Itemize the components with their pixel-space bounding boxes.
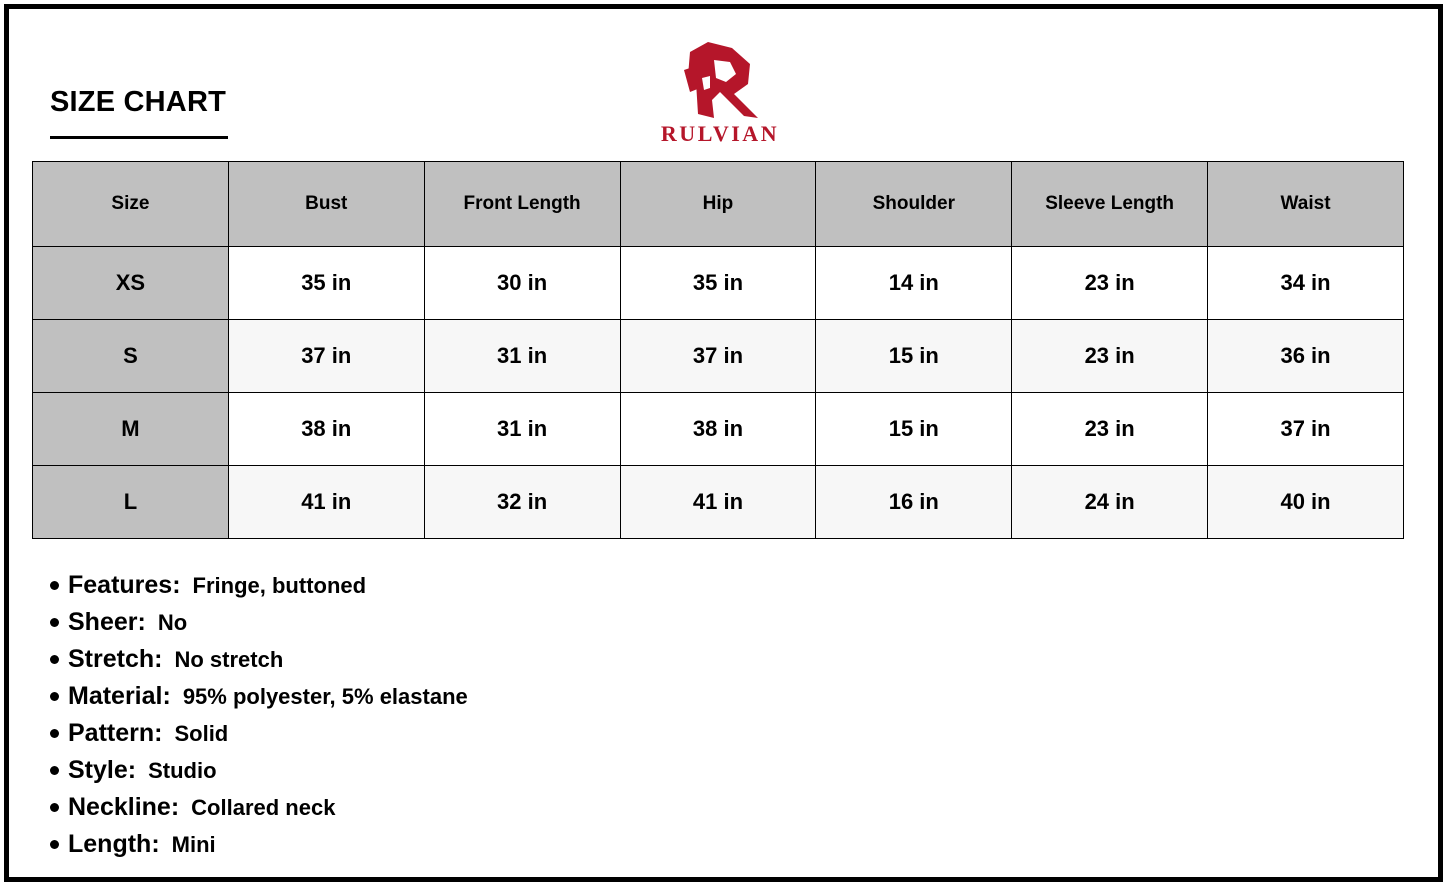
table-row [33, 466, 1404, 539]
header-front-length: Front Length [424, 162, 620, 247]
bullet-icon [50, 803, 59, 812]
bullet-icon [50, 840, 59, 849]
header-hip: Hip [620, 162, 816, 247]
size-cell: S [33, 320, 229, 393]
feature-label: Stretch: [68, 645, 163, 673]
list-item [50, 571, 468, 608]
front-length-cell: 31 in [424, 393, 620, 466]
title-underline [50, 136, 228, 139]
bust-cell: 41 in [228, 466, 424, 539]
feature-label: Material: [68, 682, 171, 710]
list-item [50, 793, 468, 830]
list-item [50, 682, 468, 719]
feature-value: Mini [171, 832, 216, 857]
shoulder-cell: 15 in [816, 320, 1012, 393]
table-row [33, 320, 1404, 393]
hip-cell: 37 in [620, 320, 816, 393]
header-bust: Bust [228, 162, 424, 247]
hip-cell: 35 in [620, 247, 816, 320]
waist-cell: 34 in [1208, 247, 1404, 320]
bust-cell: 37 in [228, 320, 424, 393]
bullet-icon [50, 618, 59, 627]
feature-label: Neckline: [68, 793, 180, 821]
bust-cell: 35 in [228, 247, 424, 320]
feature-label: Pattern: [68, 719, 163, 747]
bullet-icon [50, 655, 59, 664]
list-item [50, 645, 468, 682]
list-item [50, 756, 468, 793]
front-length-cell: 32 in [424, 466, 620, 539]
list-item [50, 719, 468, 756]
header-sleeve-length: Sleeve Length [1012, 162, 1208, 247]
bust-cell: 38 in [228, 393, 424, 466]
page-title: SIZE CHART [50, 86, 226, 118]
feature-value: 95% polyester, 5% elastane [182, 684, 468, 709]
shoulder-cell: 14 in [816, 247, 1012, 320]
size-cell: L [33, 466, 229, 539]
sleeve-length-cell: 23 in [1012, 247, 1208, 320]
table-row [33, 393, 1404, 466]
shoulder-cell: 15 in [816, 393, 1012, 466]
front-length-cell: 31 in [424, 320, 620, 393]
header-waist: Waist [1208, 162, 1404, 247]
list-item [50, 830, 468, 867]
feature-label: Length: [68, 830, 160, 858]
feature-label: Style: [68, 756, 137, 784]
sleeve-length-cell: 24 in [1012, 466, 1208, 539]
table-row [33, 247, 1404, 320]
waist-cell: 37 in [1208, 393, 1404, 466]
feature-value: No [157, 610, 188, 635]
bullet-icon [50, 766, 59, 775]
brand-name: RULVIAN [660, 121, 780, 146]
size-cell: XS [33, 247, 229, 320]
bullet-icon [50, 692, 59, 701]
feature-value: Collared neck [191, 795, 336, 820]
features-list [50, 571, 468, 867]
table-header-row [33, 162, 1404, 247]
waist-cell: 36 in [1208, 320, 1404, 393]
feature-value: Fringe, buttoned [192, 573, 367, 598]
hip-cell: 38 in [620, 393, 816, 466]
size-cell: M [33, 393, 229, 466]
sleeve-length-cell: 23 in [1012, 320, 1208, 393]
hip-cell: 41 in [620, 466, 816, 539]
front-length-cell: 30 in [424, 247, 620, 320]
bullet-icon [50, 581, 59, 590]
bullet-icon [50, 729, 59, 738]
header-shoulder: Shoulder [816, 162, 1012, 247]
list-item [50, 608, 468, 645]
waist-cell: 40 in [1208, 466, 1404, 539]
shoulder-cell: 16 in [816, 466, 1012, 539]
feature-value: Studio [148, 758, 217, 783]
feature-label: Sheer: [68, 608, 146, 636]
sleeve-length-cell: 23 in [1012, 393, 1208, 466]
feature-label: Features: [68, 571, 181, 599]
feature-value: Solid [174, 721, 229, 746]
feature-value: No stretch [174, 647, 284, 672]
size-table [32, 161, 1404, 539]
header-size: Size [33, 162, 229, 247]
